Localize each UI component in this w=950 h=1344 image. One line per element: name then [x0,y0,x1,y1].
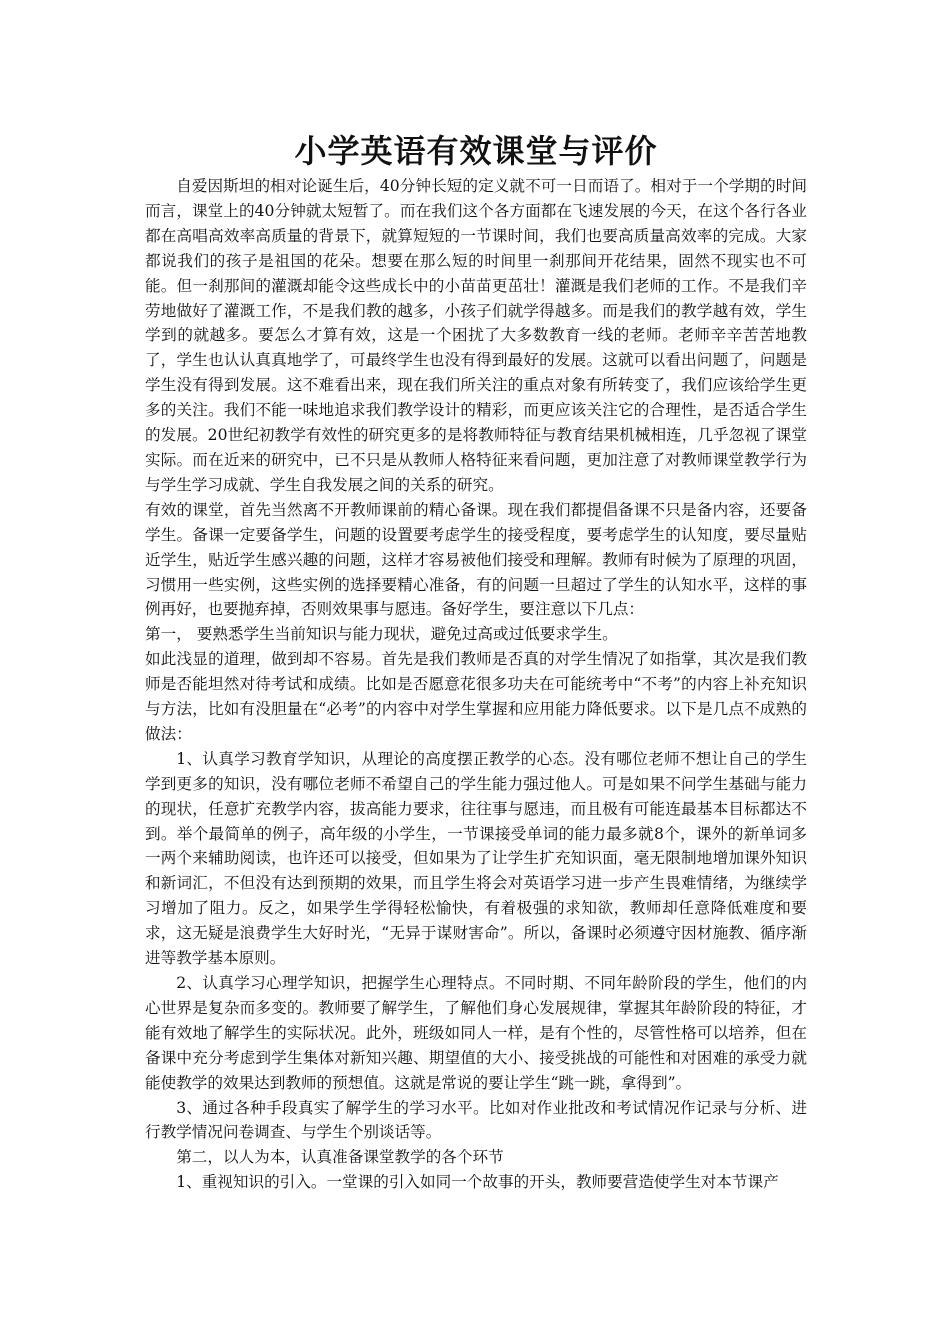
document-page [145,128,807,1195]
body-paragraph: 1、认真学习教育学知识，从理论的高度摆正教学的心态。没有哪位老师不想让自己的学生学到更多的知识，没有哪位老师不希望自己的学生能力强过他人。可是如果不问学生基础与能力的现状，任意扩充教学内容，拔高能力要求，往往事与愿违，而且极有可能连最基本目标都达不到。举个最简单的例子，高年级的小学生，一节课接受单词的能力最多就8个，课外的新单词多一两个来辅助阅读，也许还可以接受，但如果为了让学生扩充知识面，毫无限制地增加课外知识和新词汇，不但没有达到预期的效果，而且学生将会对英语学习进一步产生畏难情绪，为继续学习增加了阻力。反之，如果学生学得轻松愉快，有着极强的求知欲，教师却任意降低难度和要求，这无疑是浪费学生大好时光，“无异于谋财害命”。所以，备课时必须遵守因材施教、循序渐进等教学基本原则。 [145,749,807,968]
body-paragraph: 自爱因斯坦的相对论诞生后，40分钟长短的定义就不可一日而语了。相对于一个学期的时间而言，课堂上的40分钟就太短暂了。而在我们这个各方面都在飞速发展的今天，在这个各行各业都在高唱高效率高质量的背景下，就算短短的一节课时间，我们也要高质量高效率的完成。大家都说我们的孩子是祖国的花朵。想要在那么短的时间里一刹那间开花结果，固然不现实也不可能。但一刹那间的灌溉却能令这些成长中的小苗苗更茁壮！灌溉是我们老师的工作。不是我们辛劳地做好了灌溉工作，不是我们教的越多，小孩子们就学得越多。而是我们的教学越有效，学生学到的就越多。要怎么才算有效，这是一个困扰了大多数教育一线的老师。老师辛辛苦苦地教了，学生也认认真真地学了，可最终学生也没有得到最好的发展。这就可以看出问题了，问题是学生没有得到发展。这不难看出来，现在我们所关注的重点对象有所转变了，我们应该给学生更多的关注。我们不能一味地追求我们教学设计的精彩，而更应该关注它的合理性，是否适合学生的发展。20世纪初教学有效性的研究更多的是将教师特征与教育结果机械相连，几乎忽视了课堂实际。而在近来的研究中，已不只是从教师人格特征来看问题，更加注意了对教师课堂教学行为与学生学习成就、学生自我发展之间的关系的研究。 [145,177,807,494]
body-paragraph: 1、重视知识的引入。一堂课的引入如同一个故事的开头，教师要营造使学生对本节课产 [176,1173,779,1192]
body-paragraph: 2、认真学习心理学知识，把握学生心理特点。不同时期、不同年龄阶段的学生，他们的内心世界是复杂而多变的。教师要了解学生，了解他们身心发展规律，掌握其年龄阶段的特征，才能有效地了解学生的实际状况。此外，班级如同人一样，是有个性的，尽管性格可以培养，但在备课中充分考虑到学生集体对新知兴趣、期望值的大小、接受挑战的可能性和对困难的承受力就能使教学的效果达到教师的预想值。这就是常说的要让学生“跳一跳，拿得到”。 [145,974,807,1092]
body-paragraph: 第二，以人为本，认真准备课堂教学的各个环节 [176,1148,504,1167]
document-title: 小学英语有效课堂与评价 [294,132,658,170]
body-paragraph: 第一， 要熟悉学生当前知识与能力现状，避免过高或过低要求学生。 [145,625,618,644]
body-paragraph: 如此浅显的道理，做到却不容易。首先是我们教师是否真的对学生情况了如指掌，其次是我们教师是否能坦然对待考试和成绩。比如是否愿意花很多功夫在可能统考中“不考”的内容上补充知识与方法，比如有没胆量在“必考”的内容中对学生掌握和应用能力降低要求。以下是几点不成熟的做法： [145,650,807,743]
body-paragraph: 有效的课堂，首先当然离不开教师课前的精心备课。现在我们都提倡备课不只是备内容，还要备学生。备课一定要备学生，问题的设置要考虑学生的接受程度，要考虑学生的认知度，要尽量贴近学生，贴近学生感兴趣的问题，这样才容易被他们接受和理解。教师有时候为了原理的巩固，习惯用一些实例，这些实例的选择要精心准备，有的问题一旦超过了学生的认知水平，这样的事例再好，也要抛弃掉，否则效果事与愿违。备好学生，要注意以下几点： [145,500,807,619]
document-body [145,174,807,1195]
body-paragraph: 3、通过各种手段真实了解学生的学习水平。比如对作业批改和考试情况作记录与分析、进行教学情况问卷调查、与学生个别谈话等。 [145,1098,807,1142]
